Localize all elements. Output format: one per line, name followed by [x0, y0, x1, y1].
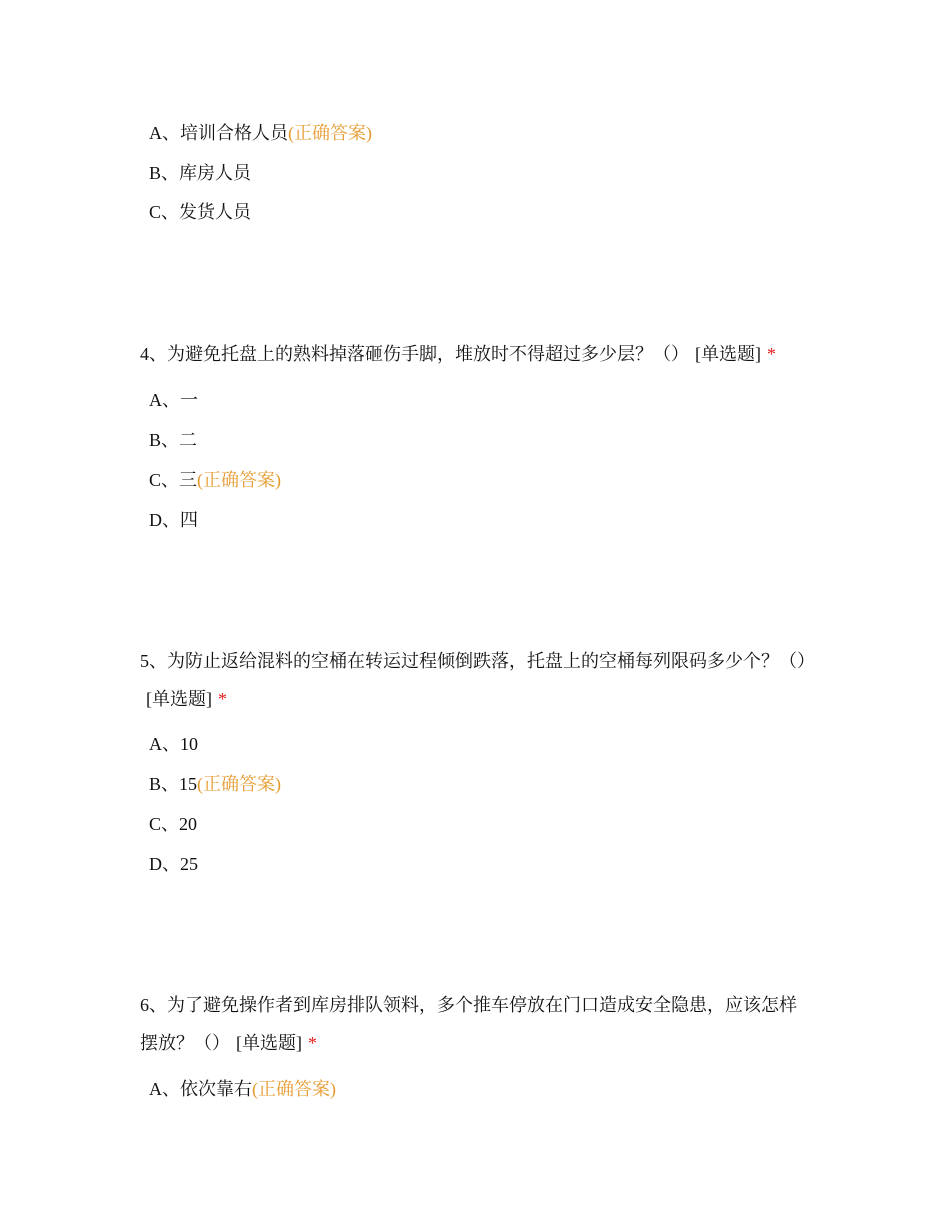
option-label: A、依次靠右 [149, 1079, 252, 1099]
q4-option-d [149, 508, 198, 532]
option-label: C、三 [149, 470, 198, 490]
question-text: 4、为避免托盘上的熟料掉落砸伤手脚，堆放时不得超过多少层？（） [140, 344, 689, 364]
question-type: [单选题] [146, 689, 212, 709]
correct-answer-tag: (正确答案) [197, 470, 282, 490]
option-label: D、四 [149, 510, 198, 530]
q4-option-a [149, 388, 198, 412]
q5-title [140, 642, 815, 718]
q6-option-a [149, 1077, 336, 1101]
option-label: B、15 [149, 774, 198, 794]
q4-option-c [149, 468, 281, 492]
q5-option-a [149, 732, 198, 756]
option-label: A、10 [149, 734, 198, 754]
required-mark: * [308, 1033, 317, 1053]
option-label: D、25 [149, 854, 198, 874]
question-text: 6、为了避免操作者到库房排队领料，多个推车停放在门口造成安全隐患，应该怎样摆放？（） [140, 995, 797, 1053]
q4-option-b [149, 428, 197, 452]
q5-option-b [149, 772, 281, 796]
option-label: A、一 [149, 390, 198, 410]
correct-answer-tag: (正确答案) [288, 123, 372, 143]
q5-option-d [149, 852, 198, 876]
option-label: A、培训合格人员 [149, 123, 288, 143]
correct-answer-tag: (正确答案) [197, 774, 282, 794]
q4-title [140, 335, 810, 373]
question-text: 5、为防止返给混料的空桶在转运过程倾倒跌落，托盘上的空桶每列限码多少个？（） [140, 651, 815, 671]
question-type: [单选题] [236, 1033, 302, 1053]
required-mark: * [218, 689, 227, 709]
question-type: [单选题] [695, 344, 761, 364]
option-label: C、发货人员 [149, 202, 252, 222]
option-label: C、20 [149, 814, 198, 834]
option-label: B、二 [149, 430, 198, 450]
q3-option-a [149, 121, 372, 145]
q6-title [140, 986, 810, 1062]
option-label: B、库房人员 [149, 163, 252, 183]
q5-option-c [149, 812, 197, 836]
required-mark: * [767, 344, 776, 364]
correct-answer-tag: (正确答案) [252, 1079, 336, 1099]
q3-option-b [149, 161, 251, 185]
q3-option-c [149, 200, 251, 224]
